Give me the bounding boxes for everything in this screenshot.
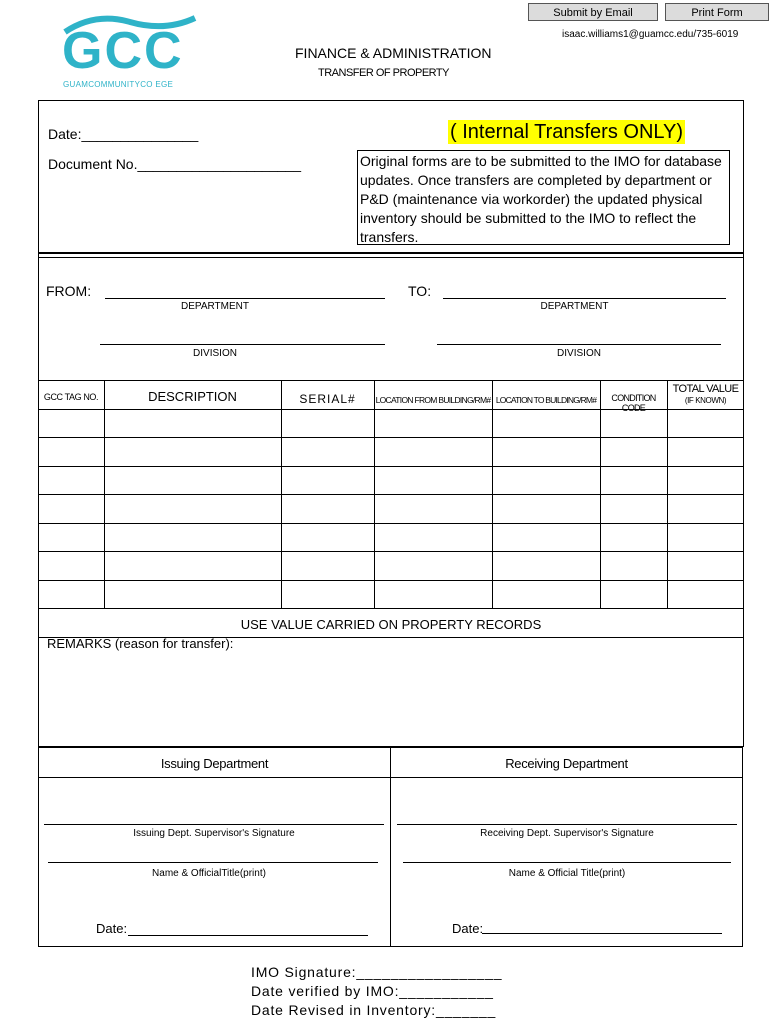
issuing-date-label: Date: bbox=[96, 921, 128, 936]
from-division-line[interactable] bbox=[100, 344, 385, 345]
receiving-signature-line[interactable] bbox=[397, 824, 737, 825]
document-number-field[interactable]: Document No._____________________ bbox=[48, 156, 301, 172]
receiving-department-header bbox=[390, 747, 743, 778]
issuing-name-caption: Name & OfficialTitle(print) bbox=[152, 868, 266, 879]
form-title: TRANSFER OF PROPERTY bbox=[318, 67, 449, 79]
col-header-location-from: LOCATION FROM BUILDING/RM# bbox=[375, 395, 491, 405]
table-row[interactable] bbox=[38, 551, 744, 552]
receiving-name-caption: Name & Official Title(print) bbox=[508, 868, 626, 879]
divider bbox=[38, 257, 744, 258]
col-header-if-known: (IF KNOWN) bbox=[684, 396, 727, 405]
issuing-signature-caption: Issuing Dept. Supervisor's Signature bbox=[133, 828, 295, 839]
table-row[interactable] bbox=[38, 466, 744, 467]
receiving-date-line[interactable] bbox=[482, 933, 722, 934]
issuing-name-line[interactable] bbox=[48, 862, 378, 863]
receiving-date-label: Date: bbox=[452, 921, 484, 936]
column-divider bbox=[104, 380, 105, 608]
to-division-line[interactable] bbox=[437, 344, 721, 345]
from-department-caption: DEPARTMENT bbox=[181, 301, 249, 312]
imo-signature[interactable]: IMO Signature:_________________ bbox=[251, 964, 503, 980]
internal-transfers-banner: ( Internal Transfers ONLY) bbox=[450, 121, 684, 143]
col-header-total-value: TOTAL VALUE bbox=[672, 383, 739, 395]
column-divider bbox=[281, 380, 282, 608]
col-header-condition: CONDITION CODE bbox=[611, 393, 656, 413]
column-divider bbox=[600, 380, 601, 608]
col-header-description: DESCRIPTION bbox=[148, 389, 237, 404]
col-header-tag: GCC TAG NO. bbox=[43, 392, 99, 402]
col-header-serial: SERIAL# bbox=[299, 392, 356, 406]
instructions-box: Original forms are to be submitted to the IMO for database updates. Once transfers are completed by department or P&D (maintenance via workorder) the updated physical inventory should be submitted to the IMO to reflect the transfers. bbox=[357, 150, 730, 245]
remarks-box[interactable] bbox=[38, 637, 744, 747]
from-department-line[interactable] bbox=[105, 298, 385, 299]
receiving-signature-caption: Receiving Dept. Supervisor's Signature bbox=[480, 828, 654, 839]
col-header-location-to: LOCATION TO BUILDING/RM# bbox=[495, 395, 597, 405]
receiving-name-line[interactable] bbox=[403, 862, 731, 863]
table-row[interactable] bbox=[38, 437, 744, 438]
print-form-button[interactable]: Print Form bbox=[665, 3, 769, 21]
issuing-department-header bbox=[38, 747, 391, 778]
submit-by-email-button[interactable]: Submit by Email bbox=[528, 3, 658, 21]
value-note: USE VALUE CARRIED ON PROPERTY RECORDS bbox=[240, 617, 542, 632]
to-label: TO: bbox=[408, 283, 432, 299]
to-division-caption: DIVISION bbox=[557, 348, 601, 359]
imo-date-revised[interactable]: Date Revised in Inventory:_______ bbox=[251, 1002, 497, 1018]
remarks-label: REMARKS (reason for transfer): bbox=[47, 636, 234, 651]
logo-letters: GCC bbox=[62, 22, 184, 80]
table-row[interactable] bbox=[38, 494, 744, 495]
logo-tagline: GUAMCOMMUNITYCO EGE bbox=[63, 80, 174, 89]
table-row[interactable] bbox=[38, 580, 744, 581]
column-divider bbox=[374, 380, 375, 608]
issuing-date-line[interactable] bbox=[128, 935, 368, 936]
divider bbox=[38, 252, 744, 254]
table-top-border bbox=[38, 380, 744, 381]
from-label: FROM: bbox=[46, 283, 92, 299]
column-divider bbox=[492, 380, 493, 608]
contact-info: isaac.williams1@guamcc.edu/735-6019 bbox=[562, 29, 739, 40]
table-row[interactable] bbox=[38, 608, 744, 609]
receiving-department-title: Receiving Department bbox=[505, 756, 628, 771]
office-title: FINANCE & ADMINISTRATION bbox=[295, 45, 492, 61]
table-row[interactable] bbox=[38, 523, 744, 524]
to-department-line[interactable] bbox=[443, 298, 726, 299]
issuing-signature-line[interactable] bbox=[44, 824, 384, 825]
column-divider bbox=[667, 380, 668, 608]
to-department-caption: DEPARTMENT bbox=[540, 301, 609, 312]
issuing-department-title: Issuing Department bbox=[160, 756, 269, 771]
from-division-caption: DIVISION bbox=[193, 348, 237, 359]
date-field[interactable]: Date:_______________ bbox=[48, 126, 199, 142]
imo-date-verified[interactable]: Date verified by IMO:___________ bbox=[251, 983, 494, 999]
